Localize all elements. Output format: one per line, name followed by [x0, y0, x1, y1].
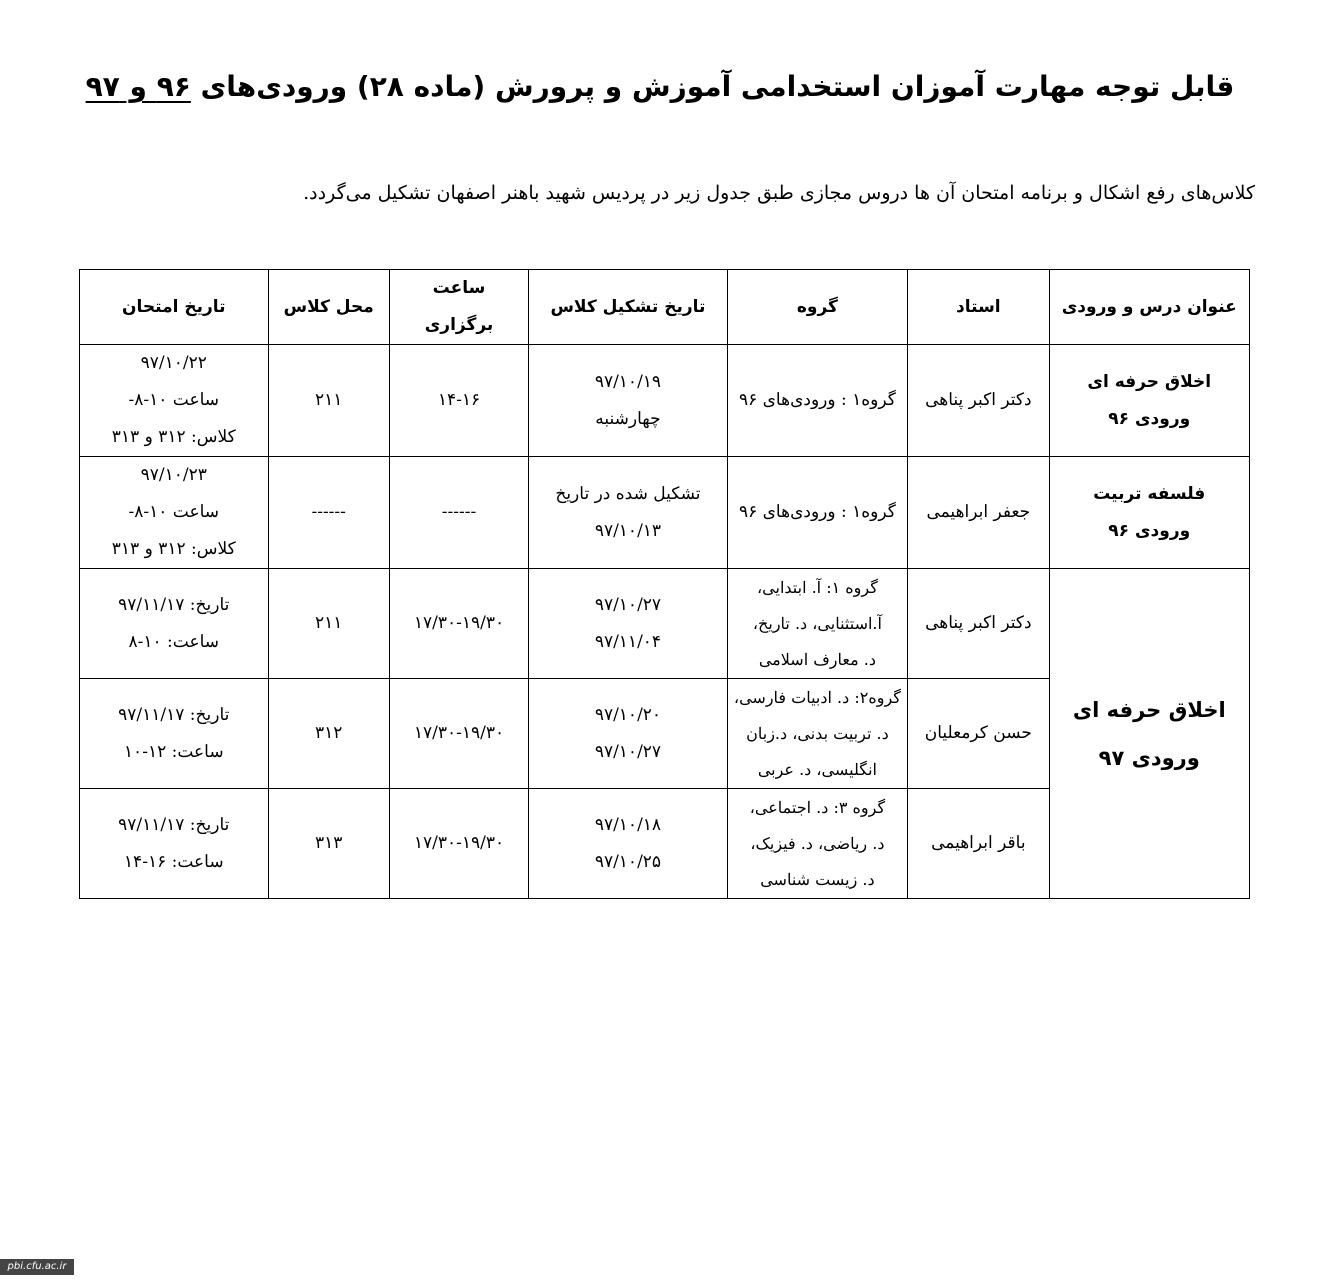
- teacher-cell: حسن کرمعلیان: [908, 679, 1049, 789]
- course-entry: ورودی ۹۶: [1108, 408, 1191, 429]
- schedule-table: [79, 269, 1250, 899]
- group-cell: [727, 569, 907, 679]
- course-cell: [1049, 569, 1250, 899]
- header-class-date: تاریخ تشکیل کلاس: [529, 270, 728, 345]
- teacher-cell: جعفر ابراهیمی: [908, 457, 1049, 569]
- header-teacher: استاد: [908, 270, 1049, 345]
- exam-line: تاریخ: ۹۷/۱۱/۱۷: [118, 594, 230, 615]
- exam-cell: [80, 457, 269, 569]
- intro-text: کلاس‌های رفع اشکال و برنامه امتحان آن ها دروس مجازی طبق جدول زیر در پردیس شهید باهنر اصفهان تشکیل می‌گردد.: [303, 182, 1255, 204]
- class-date-line: ۹۷/۱۰/۲۵: [594, 851, 662, 872]
- exam-line: ۹۷/۱۰/۲۲: [140, 353, 207, 373]
- location-cell: ۲۱۱: [268, 569, 389, 679]
- course-name: اخلاق حرفه ای: [1087, 371, 1212, 392]
- time-cell: ۱۷/۳۰-۱۹/۳۰: [389, 569, 528, 679]
- group-line: گروه۱ : ورودی‌های ۹۶: [738, 390, 896, 410]
- location-cell: ۳۱۳: [268, 789, 389, 899]
- class-date-line: چهارشنبه: [595, 408, 661, 429]
- class-date-cell: [529, 789, 728, 899]
- group-line: گروه ۳: د. اجتماعی،: [749, 797, 886, 817]
- exam-line: ساعت: ۱۲-۱۰: [123, 741, 224, 762]
- exam-line: ساعت: ۱۰-۸: [128, 631, 220, 652]
- group-line: د. زیست شناسی: [760, 869, 875, 889]
- class-date-cell: [529, 457, 728, 569]
- page-title: [0, 62, 1320, 112]
- group-cell: [727, 789, 907, 899]
- group-cell: [727, 679, 907, 789]
- title-underlined: ۹۶ و ۹۷: [85, 70, 191, 103]
- watermark-logo: pbi.cfu.ac.ir: [0, 1259, 74, 1275]
- exam-line: ۹۷/۱۰/۲۳: [140, 465, 207, 485]
- exam-cell: [80, 345, 269, 457]
- class-date-line: ۹۷/۱۰/۱۹: [594, 371, 662, 392]
- time-cell: ۱۷/۳۰-۱۹/۳۰: [389, 679, 528, 789]
- group-line: آ.استثنایی، د. تاریخ،: [752, 613, 882, 633]
- location-cell: ------: [268, 457, 389, 569]
- header-location: محل کلاس: [268, 270, 389, 345]
- header-group: گروه: [727, 270, 907, 345]
- class-date-line: ۹۷/۱۰/۲۷: [594, 741, 662, 762]
- location-cell: ۲۱۱: [268, 345, 389, 457]
- exam-line: تاریخ: ۹۷/۱۱/۱۷: [118, 704, 230, 725]
- time-cell: ۱۴-۱۶: [389, 345, 528, 457]
- title-main: قابل توجه مهارت آموزان استخدامی آموزش و پرورش (ماده ۲۸) ورودی‌های: [200, 70, 1235, 103]
- course-cell: [1049, 345, 1250, 457]
- course-entry: ورودی ۹۷: [1098, 745, 1200, 770]
- group-line: د. ریاضی، د. فیزیک،: [750, 833, 885, 853]
- exam-line: ساعت ۱۰-۸-: [128, 502, 220, 522]
- class-date-cell: [529, 569, 728, 679]
- exam-cell: [80, 679, 269, 789]
- group-line: گروه۱ : ورودی‌های ۹۶: [738, 502, 896, 522]
- class-date-line: ۹۷/۱۱/۰۴: [594, 631, 662, 652]
- course-name: اخلاق حرفه ای: [1072, 697, 1226, 722]
- class-date-line: ۹۷/۱۰/۱۸: [594, 814, 662, 835]
- exam-line: تاریخ: ۹۷/۱۱/۱۷: [118, 814, 230, 835]
- class-date-line: تشکیل شده در تاریخ: [555, 483, 701, 504]
- group-line: د. تربیت بدنی، د.زبان: [746, 723, 889, 743]
- course-name: فلسفه تربیت: [1093, 483, 1206, 504]
- class-date-cell: [529, 679, 728, 789]
- header-time: ساعت برگزاری: [389, 270, 528, 345]
- exam-line: کلاس: ۳۱۲ و ۳۱۳: [111, 539, 236, 559]
- class-date-cell: [529, 345, 728, 457]
- group-line: گروه ۱: آ. ابتدایی،: [756, 577, 878, 597]
- class-date-line: ۹۷/۱۰/۱۳: [594, 520, 662, 541]
- location-cell: ۳۱۲: [268, 679, 389, 789]
- course-cell: [1049, 457, 1250, 569]
- group-line: گروه۲: د. ادبیات فارسی،: [733, 687, 901, 707]
- teacher-cell: دکتر اکبر پناهی: [908, 345, 1049, 457]
- group-cell: [727, 345, 907, 457]
- exam-cell: [80, 789, 269, 899]
- teacher-cell: باقر ابراهیمی: [908, 789, 1049, 899]
- table-row: [80, 345, 1250, 457]
- time-cell: ------: [389, 457, 528, 569]
- group-cell: [727, 457, 907, 569]
- group-line: د. معارف اسلامی: [758, 649, 876, 669]
- exam-line: ساعت: ۱۶-۱۴: [123, 851, 224, 872]
- teacher-cell: دکتر اکبر پناهی: [908, 569, 1049, 679]
- class-date-line: ۹۷/۱۰/۲۰: [594, 704, 662, 725]
- time-cell: ۱۷/۳۰-۱۹/۳۰: [389, 789, 528, 899]
- table-row: [80, 457, 1250, 569]
- exam-cell: [80, 569, 269, 679]
- table-header-row: [80, 270, 1250, 345]
- class-date-line: ۹۷/۱۰/۲۷: [594, 594, 662, 615]
- exam-line: کلاس: ۳۱۲ و ۳۱۳: [111, 427, 236, 447]
- table-row: [80, 569, 1250, 679]
- header-exam: تاریخ امتحان: [80, 270, 269, 345]
- header-course: عنوان درس و ورودی: [1049, 270, 1250, 345]
- group-line: انگلیسی، د. عربی: [757, 759, 877, 779]
- exam-line: ساعت ۱۰-۸-: [128, 390, 220, 410]
- course-entry: ورودی ۹۶: [1108, 520, 1191, 541]
